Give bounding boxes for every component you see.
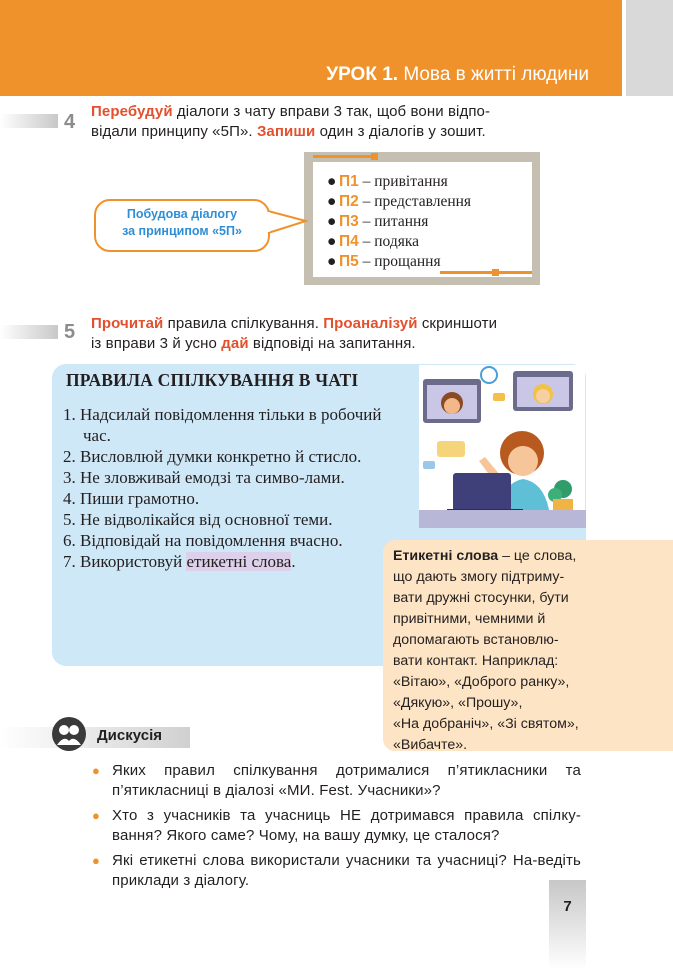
rule-item: 1. Надсилай повідомлення тільки в робочий час. <box>63 405 382 445</box>
rule-item: 6. Відповідай на повідомлення вчасно. <box>63 531 343 550</box>
lesson-number: УРОК 1. <box>326 64 399 85</box>
lesson-name: Мова в житті людини <box>403 64 589 85</box>
task4-verb-rebuild: Перебудуй <box>91 103 173 120</box>
fivep-item: ● П3 – питання <box>327 213 429 230</box>
task4-text-3: один з діалогів у зошит. <box>315 123 486 140</box>
question-item: ● Хто з учасників та учасниць НЕ дотримався правила спілку-вання? Якого саме? Чому, на вашу думку, це сталося? <box>93 806 581 846</box>
fivep-item: ● П1 – привітання <box>327 173 448 190</box>
question-item: ● Яких правил спілкування дотрималися п’ятикласники та п’ятикласниці в діалозі «МИ. Fest. Учасники»? <box>93 761 581 801</box>
rule-item: 7. Використовуй етикетні слова. <box>63 552 296 571</box>
task5-number: 5 <box>64 321 76 343</box>
child-computer-illustration <box>419 365 585 527</box>
task4-text-2: відали принципу «5П». <box>91 123 257 140</box>
desk <box>419 510 586 528</box>
header-side-stripe <box>626 0 673 96</box>
lesson-title <box>326 64 589 86</box>
task5-text-2: скриншоти <box>417 315 498 332</box>
fivep-item: ● П2 – представлення <box>327 193 472 210</box>
etiquette-text: Етикетні слова – це слова, що дають змогу підтриму- вати дружні стосунки, бути привітними, чемними й допомагають встановлю- вати контакт. Наприклад: «Вітаю», «Доброго ранку», «Дякую», «Прошу», «На добраніч», «Зі святом», «Вибачте». <box>393 548 579 753</box>
question-item: ● Які етикетні слова використали учасники та учасниці? На-ведіть приклади з діалогу. <box>93 851 581 891</box>
bubble-line-2: за принципом «5П» <box>122 224 242 238</box>
task4-marker <box>0 114 58 128</box>
etiquette-term: Етикетні слова <box>393 548 499 564</box>
frame-accent-square-top <box>371 153 378 160</box>
discussion-questions <box>93 761 581 896</box>
discussion-label: Дискусія <box>97 727 162 744</box>
task5-verb-give: дай <box>221 335 249 352</box>
task5-verb-read: Прочитай <box>91 315 164 332</box>
rules-list <box>63 404 383 572</box>
task5-text <box>91 314 561 354</box>
fivep-item: ● П4 – подяка <box>327 233 420 250</box>
discussion-people-icon <box>52 717 86 751</box>
frame-accent-square-bottom <box>492 269 499 276</box>
task5-text-1: правила спілкування. <box>163 315 324 332</box>
page-number-tab <box>549 880 586 970</box>
task4-verb-write: Запиши <box>256 123 316 140</box>
bubble-tail <box>266 205 308 239</box>
rules-title: ПРАВИЛА СПІЛКУВАННЯ В ЧАТІ <box>66 370 359 390</box>
task4-text-1: діалоги з чату вправи 3 так, щоб вони відпо- <box>172 103 491 120</box>
rule-item: 4. Пиши грамотно. <box>63 489 200 508</box>
page-number: 7 <box>563 898 572 915</box>
fivep-item: ● П5 – прощання <box>327 253 441 270</box>
fivep-bubble-text <box>96 206 268 240</box>
rule-item: 5. Не відволікайся від основної теми. <box>63 510 333 529</box>
task5-text-3: із вправи 3 й усно <box>91 335 222 352</box>
task5-marker <box>0 325 58 339</box>
task5-text-4: відповіді на запитання. <box>248 335 416 352</box>
task5-verb-analyze: Проаналізуй <box>323 315 418 332</box>
fivep-list <box>327 172 471 272</box>
frame-accent-top <box>313 155 373 158</box>
bubble-line-1: Побудова діалогу <box>126 207 238 221</box>
rule-item: 2. Висловлюй думки конкретно й стисло. <box>63 447 362 466</box>
task4-number: 4 <box>64 111 76 133</box>
rule-item: 3. Не зловживай емодзі та симво-лами. <box>63 468 345 487</box>
etiquette-words-highlight: етикетні слова <box>186 552 292 571</box>
task4-text <box>91 102 561 142</box>
